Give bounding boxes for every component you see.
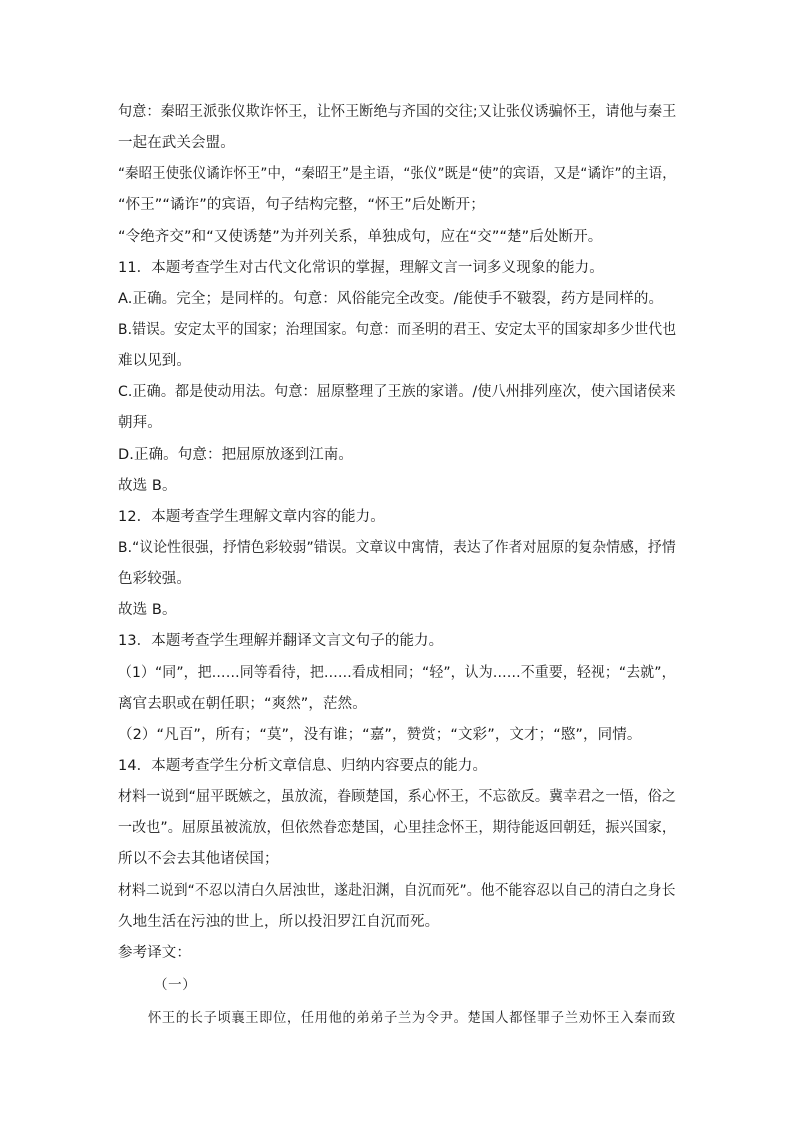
- answer-line: 故选 B。: [118, 478, 177, 494]
- text-line: B.“议论性很强，抒情色彩较弱”错误。文章议中寓情，表达了作者对屈原的复杂情感，抒情: [118, 540, 676, 556]
- text-line: （2）“凡百”，所有；“莫”，没有谁；“嘉”，赞赏；“文彩”，文才；“愍”，同情。: [118, 727, 642, 743]
- text-line: 材料一说到“屈平既嫉之，虽放流，眷顾楚国，系心怀王，不忘欲反。冀幸君之一悟，俗之: [118, 789, 677, 805]
- text-line: （1）“同”，把……同等看待，把……看成相同；“轻”，认为……不重要，轻视；“去就”，: [118, 665, 676, 681]
- text-line: 色彩较强。: [118, 571, 191, 587]
- text-line: D.正确。句意：把屈原放逐到江南。: [118, 447, 353, 463]
- text-line: “秦昭王使张仪谲诈怀王”中，“秦昭王”是主语，“张仪”既是“使”的宾语，又是“谲诈”的主语，: [118, 166, 676, 182]
- question-heading: 11．本题考查学生对古代文化常识的掌握，理解文言一词多义现象的能力。: [118, 260, 604, 276]
- text-line: 一改也”。屈原虽被流放，但依然眷恋楚国，心里挂念怀王，期待能返回朝廷，振兴国家，: [118, 820, 677, 836]
- text-line: 久地生活在污浊的世上，所以投汨罗江自沉而死。: [118, 914, 440, 930]
- text-line: 离官去职或在朝任职；“爽然”，茫然。: [118, 696, 367, 712]
- text-line: “怀王”“谲诈”的宾语，句子结构完整，“怀王”后处断开；: [118, 197, 485, 213]
- text-line: “令绝齐交”和“又使诱楚”为并列关系，单独成句，应在“交”“楚”后处断开。: [118, 229, 603, 245]
- text-line: 所以不会去其他诸侯国；: [118, 851, 279, 867]
- text-line: 一起在武关会盟。: [118, 135, 235, 151]
- text-line: A.正确。完全；是同样的。句意：风俗能完全改变。/能使手不皲裂，药方是同样的。: [118, 291, 664, 307]
- text-line: 材料二说到“不忍以清白久居浊世，遂赴汨渊，自沉而死”。他不能容忍以自己的清白之身长: [118, 883, 676, 899]
- text-line: B.错误。安定太平的国家；治理国家。句意：而圣明的君王、安定太平的国家却多少世代也: [118, 322, 677, 338]
- answer-line: 故选 B。: [118, 602, 177, 618]
- question-heading: 12．本题考查学生理解文章内容的能力。: [118, 509, 385, 525]
- translation-line: 怀王的长子顷襄王即位，任用他的弟弟子兰为令尹。楚国人都怪罪子兰劝怀王入秦而致: [148, 1010, 676, 1026]
- text-line: C.正确。都是使动用法。句意：屈原整理了王族的家谱。/使八州排列座次，使六国诸侯来: [118, 384, 676, 400]
- section-heading: 参考译文：: [118, 945, 191, 961]
- text-line: 句意：秦昭王派张仪欺诈怀王，让怀王断绝与齐国的交往;又让张仪诱骗怀王，请他与秦王: [118, 104, 677, 120]
- document-page: [118, 100, 676, 1030]
- text-line: 难以见到。: [118, 353, 191, 369]
- question-heading: 14．本题考查学生分析文章信息、归纳内容要点的能力。: [118, 758, 488, 774]
- question-heading: 13．本题考查学生理解并翻译文言文句子的能力。: [118, 633, 444, 649]
- translation-heading: （一）: [154, 977, 197, 993]
- text-line: 朝拜。: [118, 415, 162, 431]
